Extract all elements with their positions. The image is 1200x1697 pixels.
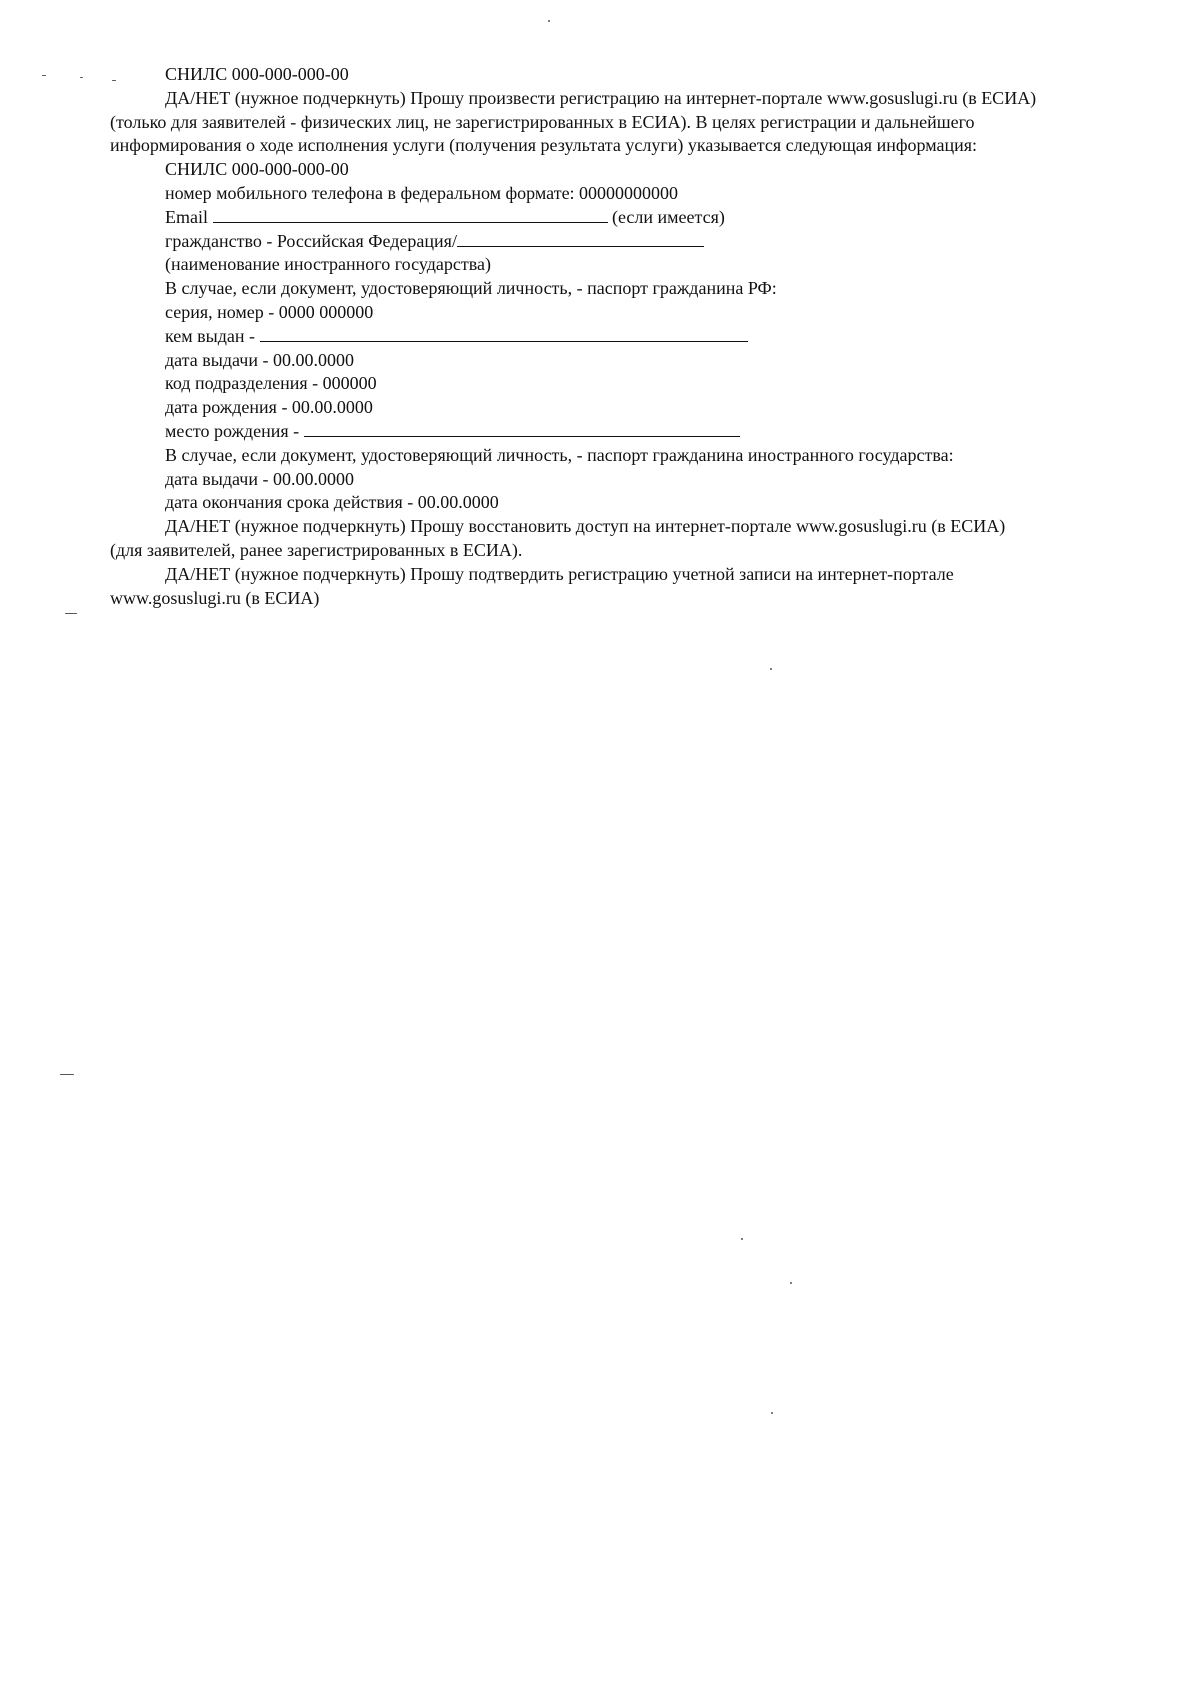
email-line	[110, 206, 1150, 230]
series-number-line: серия, номер - 0000 000000	[165, 301, 374, 322]
issued-by-label: кем выдан -	[165, 325, 256, 346]
division-code-line: код подразделения - 000000	[165, 373, 377, 394]
email-label: Email	[165, 206, 208, 227]
citizenship-label: гражданство - Российская Федерация/	[165, 230, 457, 251]
birth-place-line	[110, 420, 1150, 444]
scan-speck	[42, 75, 46, 76]
restore-access-line-1: ДА/НЕТ (нужное подчеркнуть) Прошу восстановить доступ на интернет-портале www.gosuslugi.ru (в ЕСИА)	[165, 516, 1006, 537]
email-blank-field	[213, 206, 608, 223]
snils-line: СНИЛС 000-000-000-00	[165, 64, 349, 84]
issue-date-line: дата выдачи - 00.00.0000	[165, 349, 354, 370]
foreign-state-note: (наименование иностранного государства)	[165, 254, 491, 275]
registration-request-line-1: ДА/НЕТ (нужное подчеркнуть) Прошу произвести регистрацию на интернет-портале www.gosuslugi.ru (в ЕСИА)	[165, 87, 1037, 108]
scan-speck	[771, 1412, 773, 1414]
registration-request-line-3: информирования о ходе исполнения услуги (получения результата услуги) указывается следующая информация:	[110, 135, 978, 156]
scan-speck	[60, 1074, 74, 1075]
scan-speck	[770, 668, 772, 670]
rf-passport-case-line: В случае, если документ, удостоверяющий личность, - паспорт гражданина РФ:	[165, 278, 777, 299]
snils-line-second: СНИЛС 000-000-000-00	[165, 159, 349, 180]
document-body	[110, 63, 1150, 610]
birth-place-blank-field	[304, 420, 740, 437]
foreign-passport-case-line: В случае, если документ, удостоверяющий личность, - паспорт гражданина иностранного государства:	[165, 444, 954, 465]
scan-speck	[741, 1238, 743, 1240]
email-note: (если имеется)	[612, 206, 725, 227]
birth-date-line: дата рождения - 00.00.0000	[165, 397, 373, 418]
confirm-registration-line-2: www.gosuslugi.ru (в ЕСИА)	[110, 587, 320, 608]
birth-place-label: место рождения -	[165, 420, 300, 441]
scan-speck	[548, 20, 550, 22]
scan-speck	[790, 1282, 792, 1284]
foreign-issue-date-line: дата выдачи - 00.00.0000	[165, 468, 354, 489]
expiry-date-line: дата окончания срока действия - 00.00.0000	[165, 492, 499, 513]
registration-request-line-2: (только для заявителей - физических лиц, не зарегистрированных в ЕСИА). В целях регистрации и дальнейшего	[110, 111, 975, 132]
issued-by-blank-field	[260, 325, 748, 342]
scan-speck	[80, 77, 83, 78]
restore-access-line-2: (для заявителей, ранее зарегистрированных в ЕСИА).	[110, 539, 523, 560]
issued-by-line	[110, 325, 1150, 349]
confirm-registration-line-1: ДА/НЕТ (нужное подчеркнуть) Прошу подтвердить регистрацию учетной записи на интернет-портале	[165, 563, 954, 584]
mobile-phone-line: номер мобильного телефона в федеральном формате: 00000000000	[165, 182, 679, 203]
citizenship-line	[110, 230, 1150, 254]
scan-speck	[65, 613, 77, 614]
citizenship-blank-field	[457, 230, 704, 247]
